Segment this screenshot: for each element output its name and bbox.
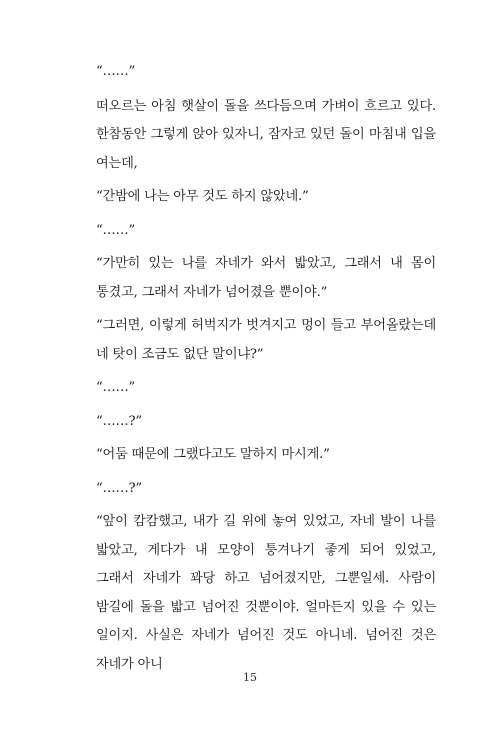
paragraph-4: “……” (96, 222, 136, 238)
paragraph-2: 떠오르는 아침 햇살이 돌을 쓰다듬으며 가벼이 흐르고 있다. 한참동안 그렇게 앉아 있자니, 잠자코 있던 돌이 마침내 입을 여는데, (96, 98, 436, 171)
paragraph-11: “앞이 캄캄했고, 내가 길 위에 놓여 있었고, 자네 발이 나를 밟았고, 게다가 내 모양이 퉁겨나기 좋게 되어 있었고, 그래서 자네가 꽈당 하고 넘어졌지만, 그뿐일세. 사람이 밤길에 돌을 밟고 넘어진 것뿐이야. 얼마든지 있을 수 있는 일이지. 사실은 자네가 넘어진 것도 아니네. 넘어진 것은 자네가 아니 (96, 514, 436, 672)
page-number: 15 (243, 671, 257, 684)
paragraph-6: “그러면, 이렇게 허벅지가 벗겨지고 멍이 들고 부어올랐는데 네 탓이 조금도 없단 말이냐?” (96, 318, 436, 362)
paragraph-9: “어둠 때문에 그랬다고도 말하지 마시게.” (96, 447, 330, 462)
paragraph-3: “간밤에 나는 아무 것도 하지 않았네.” (96, 189, 309, 204)
paragraph-8: “……?” (96, 413, 142, 429)
paragraph-7: “……” (96, 380, 136, 395)
paragraph-5: “가만히 있는 나를 자네가 와서 밟았고, 그래서 내 몸이 통겼고, 그래서 자네가 넘어졌을 뿐이야.” (96, 256, 436, 300)
body-text (96, 58, 436, 684)
paragraph-1: “……” (96, 64, 136, 79)
paragraph-10: “……?” (96, 480, 142, 496)
